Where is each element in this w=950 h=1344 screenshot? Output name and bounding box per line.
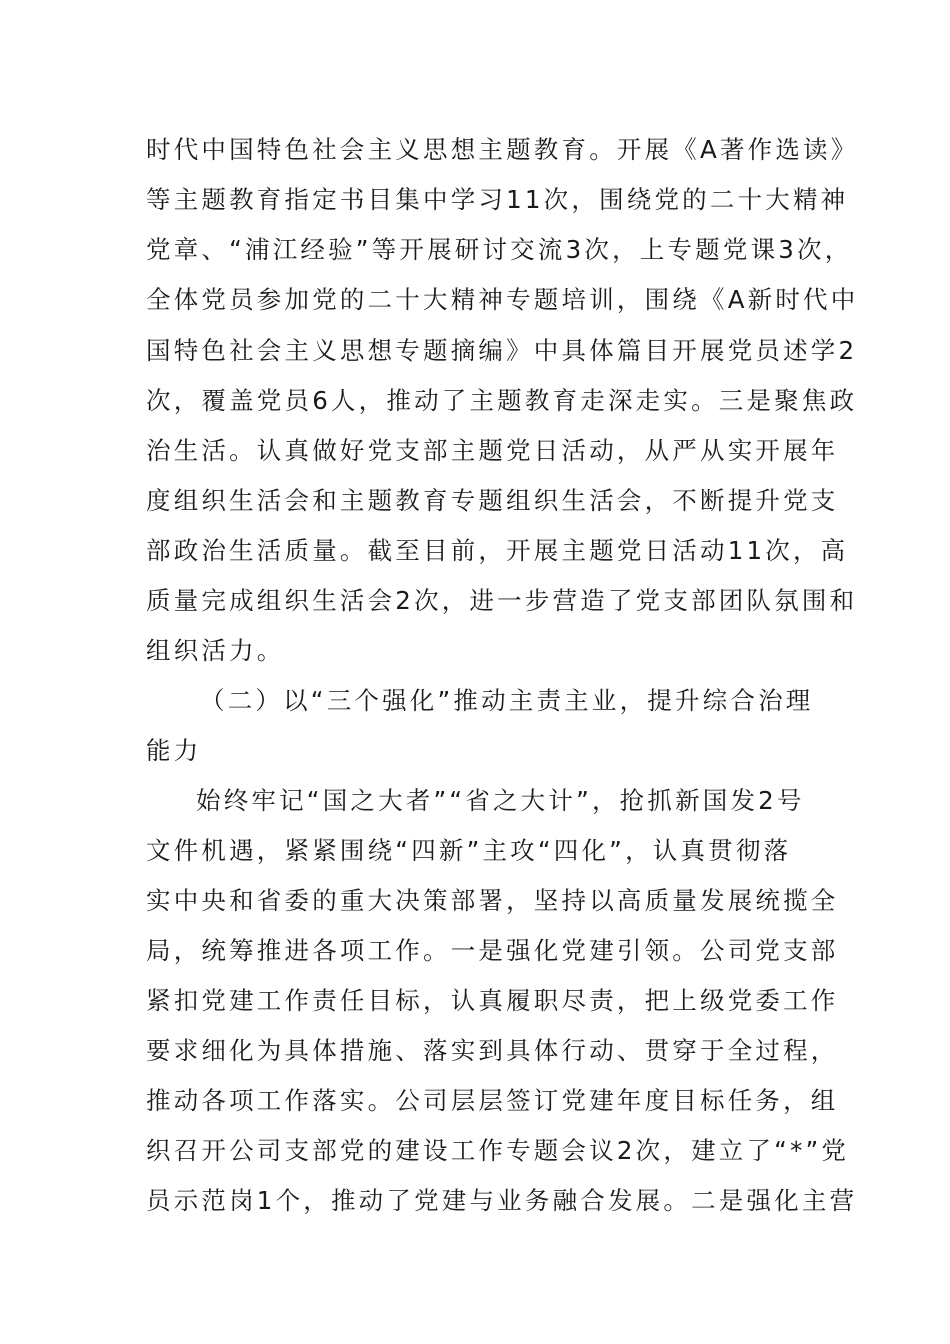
text-line: 等主题教育指定书目集中学习11次，围绕党的二十大精神 [146, 185, 849, 214]
text-line: 次，覆盖党员6人，推动了主题教育走深走实。三是聚焦政 [146, 386, 858, 415]
text-line: 织召开公司支部党的建设工作专题会议2次，建立了“*”党 [146, 1136, 850, 1165]
text-line: 要求细化为具体措施、落实到具体行动、贯穿于全过程， [146, 1036, 839, 1065]
text-line: 员示范岗1个，推动了党建与业务融合发展。二是强化主营 [146, 1186, 858, 1215]
heading-line: （二）以“三个强化”推动主责主业，提升综合治理 [200, 686, 814, 715]
text-line: 组织活力。 [146, 636, 285, 665]
text-line: 治生活。认真做好党支部主题党日活动，从严从实开展年 [146, 436, 839, 465]
text-line: 时代中国特色社会主义思想主题教育。开展《A著作选读》 [146, 135, 859, 164]
text-line: 局，统筹推进各项工作。一是强化党建引领。公司党支部 [146, 936, 839, 965]
text-line: 质量完成组织生活会2次，进一步营造了党支部团队氛围和 [146, 586, 858, 615]
text-line: 实中央和省委的重大决策部署，坚持以高质量发展统揽全 [146, 886, 839, 915]
text-line: 紧扣党建工作责任目标，认真履职尽责，把上级党委工作 [146, 986, 839, 1015]
text-line: 文件机遇，紧紧围绕“四新”主攻“四化”，认真贯彻落 [146, 836, 792, 865]
text-line: 部政治生活质量。截至目前，开展主题党日活动11次，高 [146, 536, 849, 565]
text-line: 始终牢记“国之大者”“省之大计”，抢抓新国发2号 [196, 786, 805, 815]
text-line: 推动各项工作落实。公司层层签订党建年度目标任务，组 [146, 1086, 839, 1115]
text-line: 度组织生活会和主题教育专题组织生活会，不断提升党支 [146, 486, 839, 515]
text-line: 国特色社会主义思想专题摘编》中具体篇目开展党员述学2 [146, 336, 858, 365]
text-line: 党章、“浦江经验”等开展研讨交流3次，上专题党课3次， [146, 235, 853, 264]
heading-line: 能力 [146, 736, 202, 765]
text-line: 全体党员参加党的二十大精神专题培训，围绕《A新时代中 [146, 285, 859, 314]
